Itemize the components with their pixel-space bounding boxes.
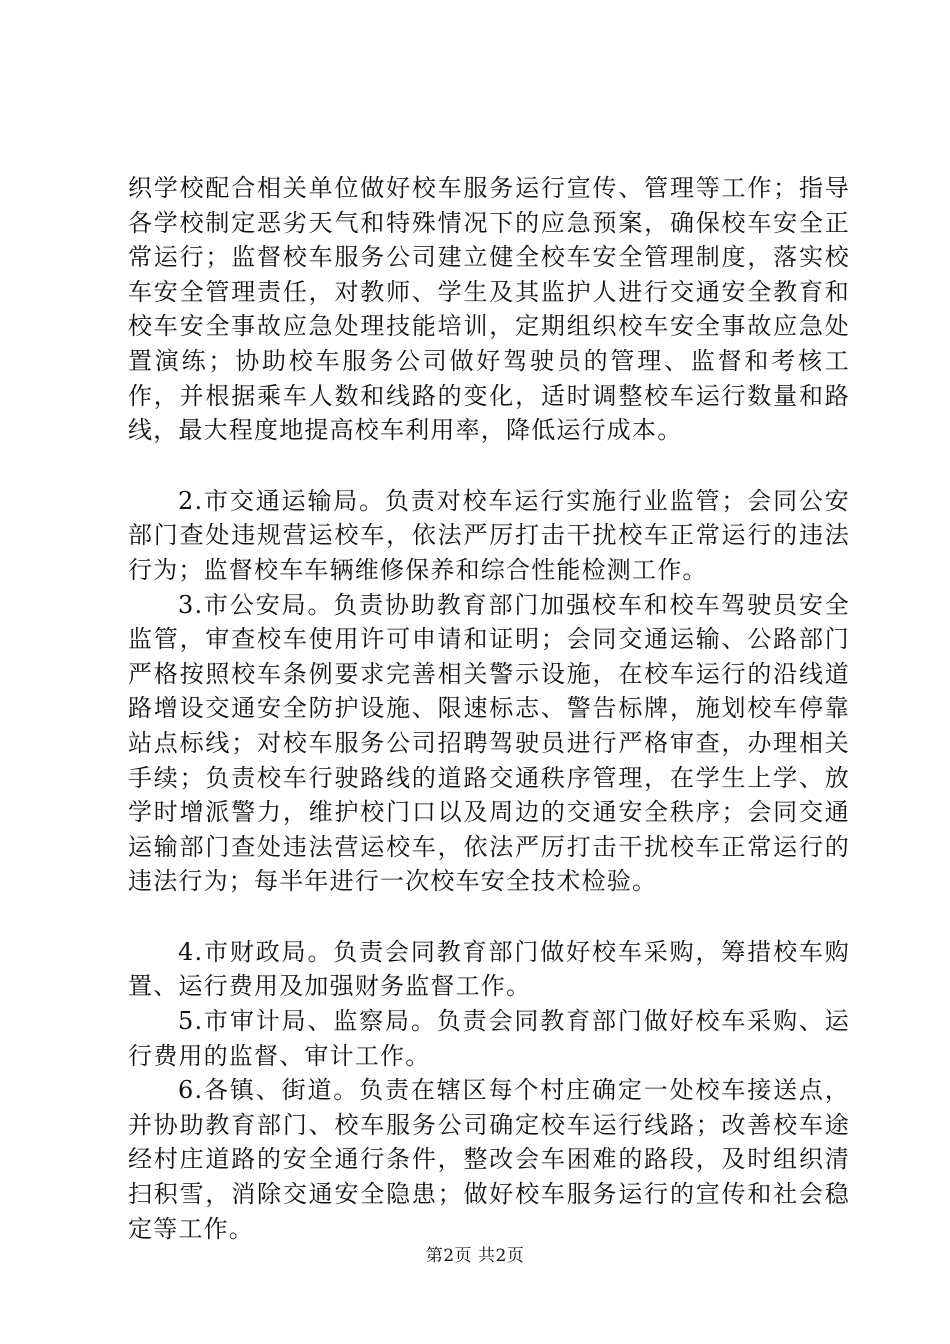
paragraph-item-6: 6.各镇、街道。负责在辖区每个村庄确定一处校车接送点，并协助教育部门、校车服务公司确定校车运行线路；改善校车途经村庄道路的安全通行条件，整改会车困难的路段，及时组织清扫积雪，消除交通安全隐患；做好校车服务运行的宣传和社会稳定等工作。 bbox=[128, 1076, 850, 1243]
paragraph-item-2: 2.市交通运输局。负责对校车运行实施行业监管；会同公安部门查处违规营运校车，依法严厉打击干扰校车正常运行的违法行为；监督校车车辆维修保养和综合性能检测工作。 bbox=[128, 486, 850, 584]
paragraph-item-4: 4.市财政局。负责会同教育部门做好校车采购，筹措校车购置、运行费用及加强财务监督工作。 bbox=[128, 937, 850, 1001]
page-footer: 第2页 共2页 bbox=[425, 1246, 525, 1266]
paragraph-item-3: 3.市公安局。负责协助教育部门加强校车和校车驾驶员安全监管，审查校车使用许可申请和证明；会同交通运输、公路部门严格按照校车条例要求完善相关警示设施，在校车运行的沿线道路增设交通安全防护设施、限速标志、警告标牌，施划校车停靠站点标线；对校车服务公司招聘驾驶员进行严格审查，办理相关手续；负责校车行驶路线的道路交通秩序管理，在学生上学、放学时增派警力，维护校门口以及周边的交通安全秩序；会同交通运输部门查处违法营运校车，依法严厉打击干扰校车正常运行的违法行为；每半年进行一次校车安全技术检验。 bbox=[128, 590, 850, 896]
paragraph-continued: 织学校配合相关单位做好校车服务运行宣传、管理等工作；指导各学校制定恶劣天气和特殊情况下的应急预案，确保校车安全正常运行；监督校车服务公司建立健全校车安全管理制度，落实校车安全管理责任，对教师、学生及其监护人进行交通安全教育和校车安全事故应急处理技能培训，定期组织校车安全事故应急处置演练；协助校车服务公司做好驾驶员的管理、监督和考核工作，并根据乘车人数和线路的变化，适时调整校车运行数量和路线，最大程度地提高校车利用率，降低运行成本。 bbox=[128, 174, 850, 445]
document-body bbox=[128, 171, 850, 1246]
paragraph-item-5: 5.市审计局、监察局。负责会同教育部门做好校车采购、运行费用的监督、审计工作。 bbox=[128, 1007, 850, 1070]
